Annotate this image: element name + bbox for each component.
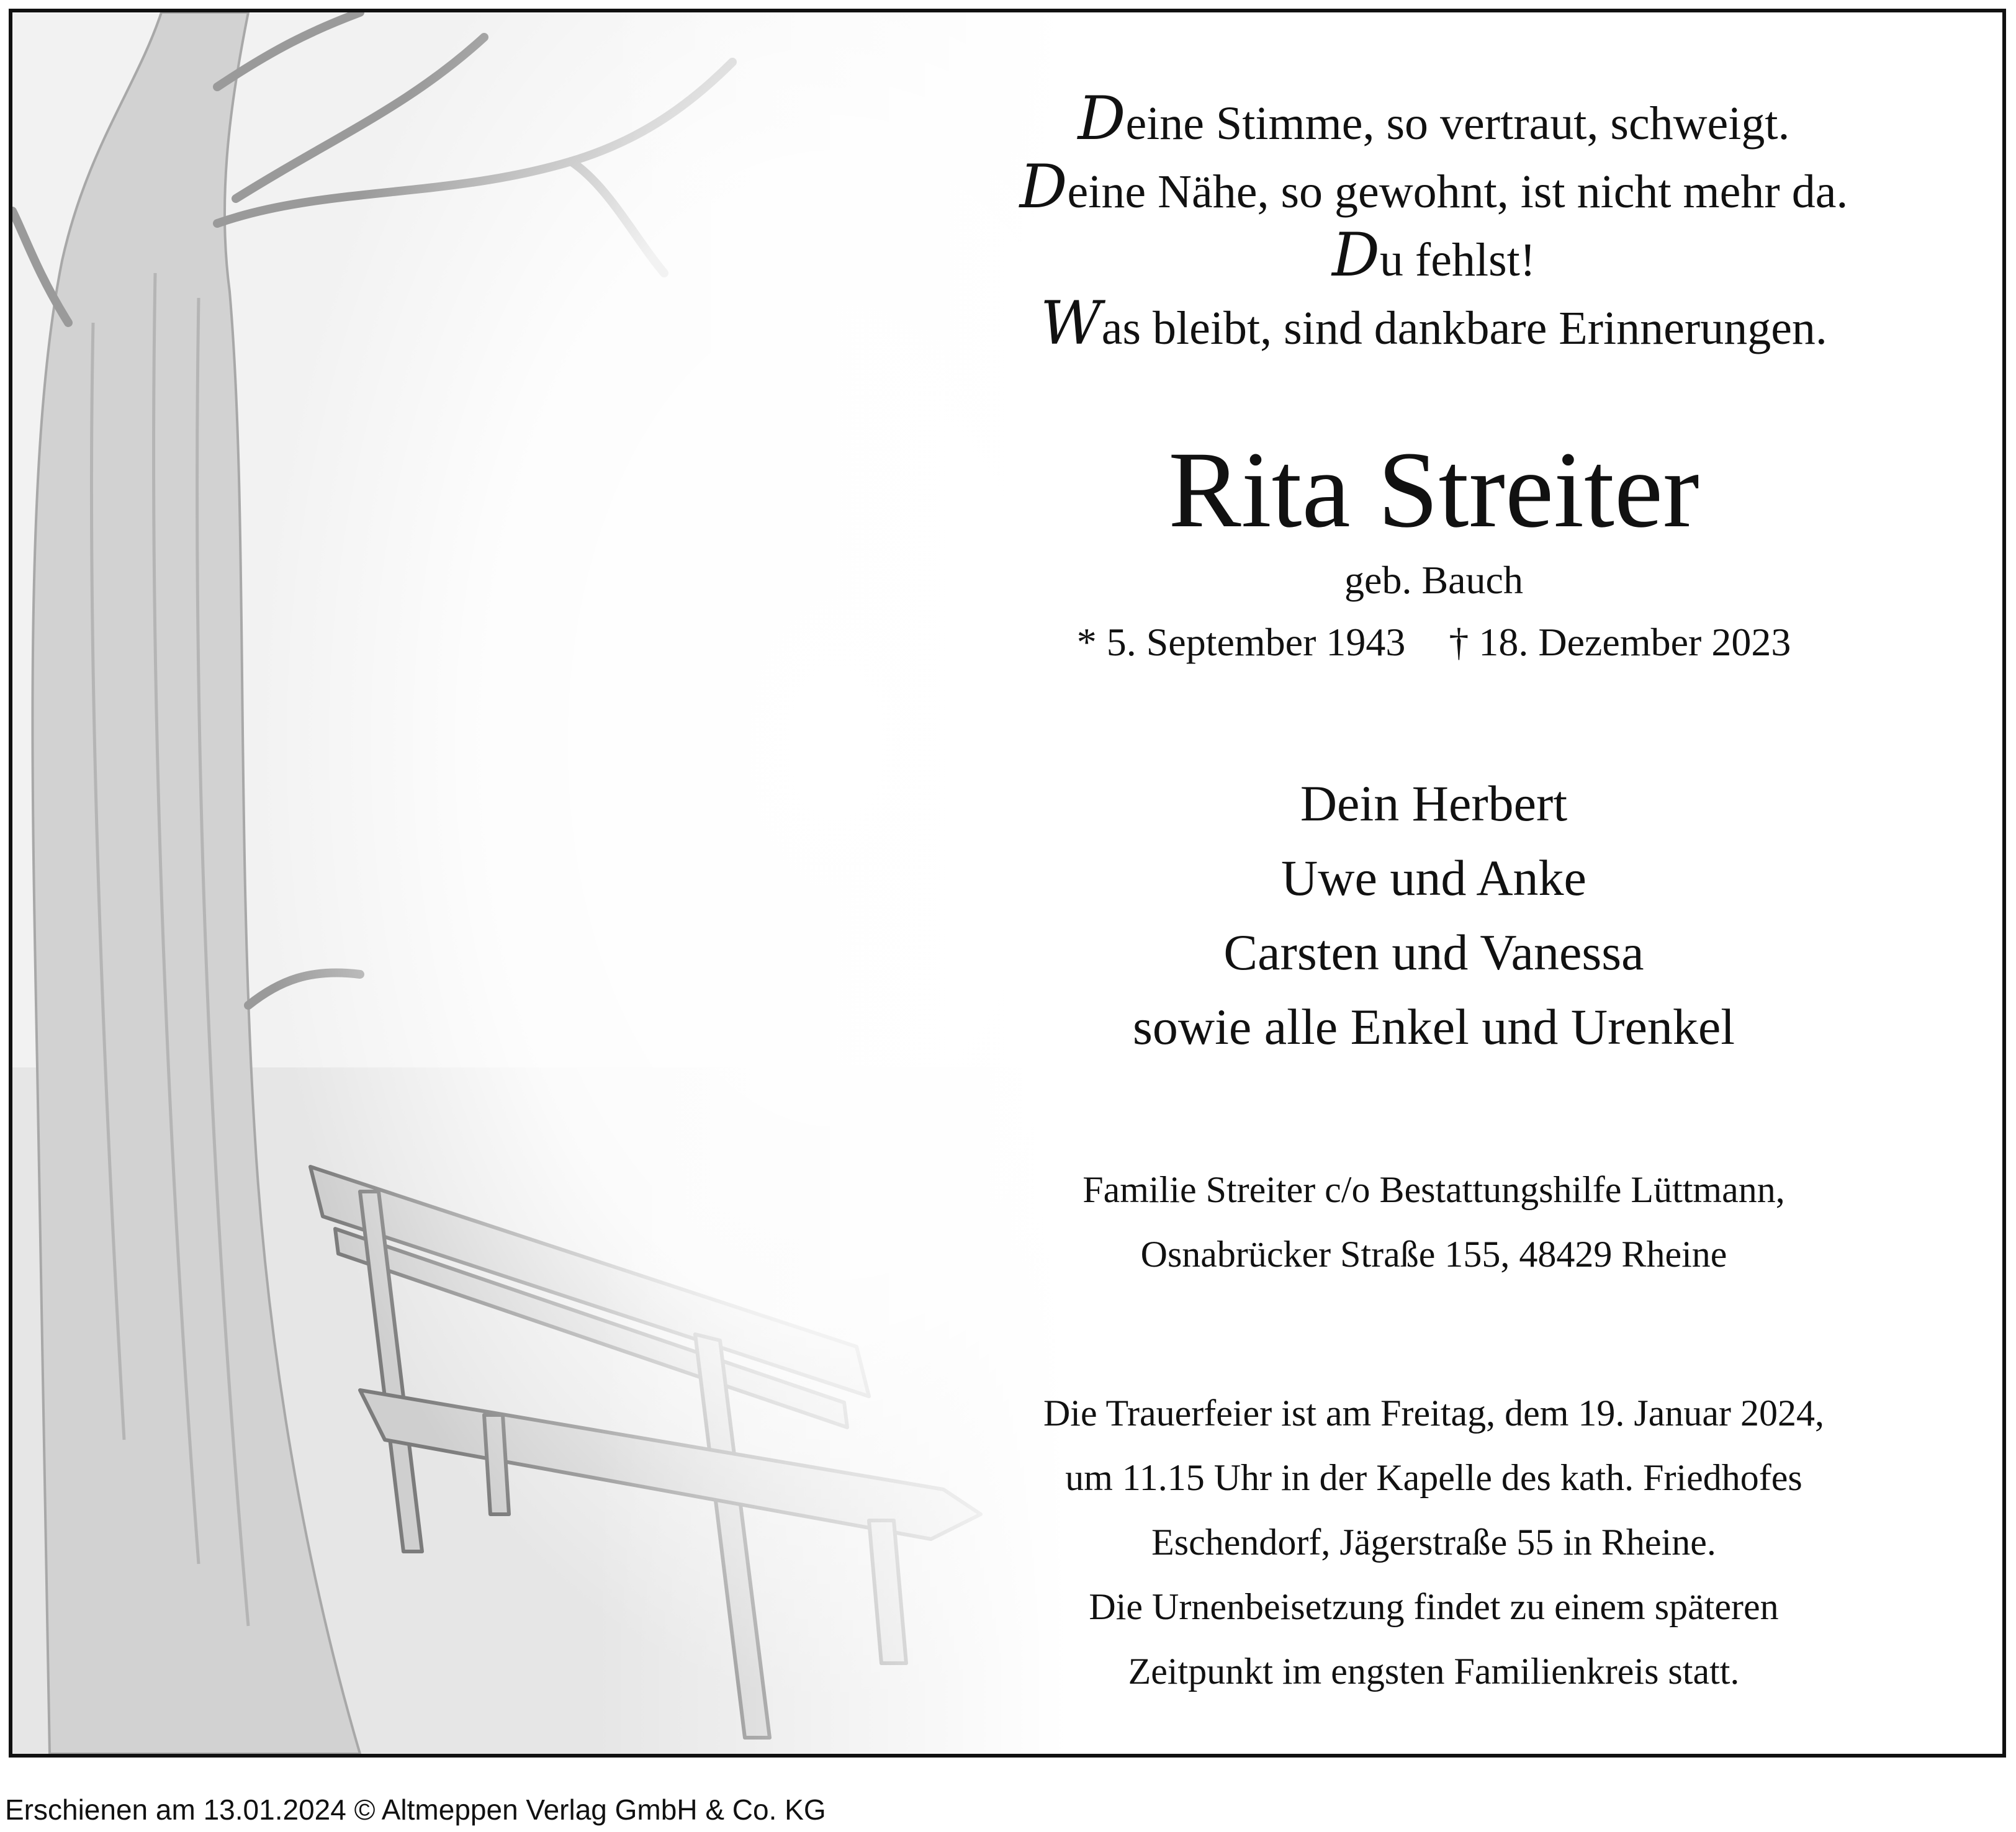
ceremony-line: Eschendorf, Jägerstraße 55 in Rheine. [1151, 1522, 1716, 1563]
address-line: Osnabrücker Straße 155, 48429 Rheine [1140, 1234, 1727, 1275]
poem-text: eine Stimme, so vertraut, schweigt. [1125, 97, 1790, 150]
address-line: Familie Streiter c/o Bestattungshilfe Lüttmann, [1082, 1169, 1785, 1210]
poem-text: eine Nähe, so gewohnt, ist nicht mehr da. [1067, 166, 1848, 218]
mourner: Dein Herbert [1300, 775, 1568, 832]
poem-text: u fehlst! [1379, 234, 1536, 286]
ceremony-line: Die Urnenbeisetzung findet zu einem späteren [1089, 1586, 1779, 1627]
obituary-text [906, 12, 1961, 1754]
poem-line [906, 289, 1961, 360]
publication-footer: Erschienen am 13.01.2024 © Altmeppen Verlag GmbH & Co. KG [5, 1794, 826, 1826]
maiden-name: geb. Bauch [1344, 558, 1523, 602]
ceremony-line: Zeitpunkt im engsten Familienkreis statt. [1128, 1651, 1740, 1692]
mourner: Carsten und Vanessa [1223, 924, 1644, 981]
poem-line [906, 220, 1961, 292]
mourner: sowie alle Enkel und Urenkel [1132, 999, 1735, 1055]
poem-initial: D [1078, 84, 1126, 153]
ceremony-line: um 11.15 Uhr in der Kapelle des kath. Friedhofes [1065, 1457, 1802, 1498]
poem-line [906, 84, 1961, 155]
ceremony-info [906, 1381, 1961, 1704]
contact-address [906, 1157, 1961, 1286]
obituary-frame [9, 9, 2006, 1758]
birth-date: * 5. September 1943 [1076, 620, 1406, 664]
poem-line [906, 152, 1961, 223]
poem-text: as bleibt, sind dankbare Erinnerungen. [1101, 302, 1827, 354]
mourners-list [906, 766, 1961, 1064]
life-dates [906, 617, 1961, 667]
poem-initial: W [1040, 289, 1102, 358]
ceremony-line: Die Trauerfeier ist am Freitag, dem 19. Januar 2024, [1043, 1393, 1825, 1434]
death-date: † 18. Dezember 2023 [1449, 620, 1791, 664]
mourner: Uwe und Anke [1281, 850, 1586, 906]
poem-initial: D [1331, 220, 1380, 290]
deceased-name: Rita Streiter [1168, 429, 1699, 550]
poem-initial: D [1019, 152, 1068, 222]
memorial-poem [906, 84, 1961, 360]
